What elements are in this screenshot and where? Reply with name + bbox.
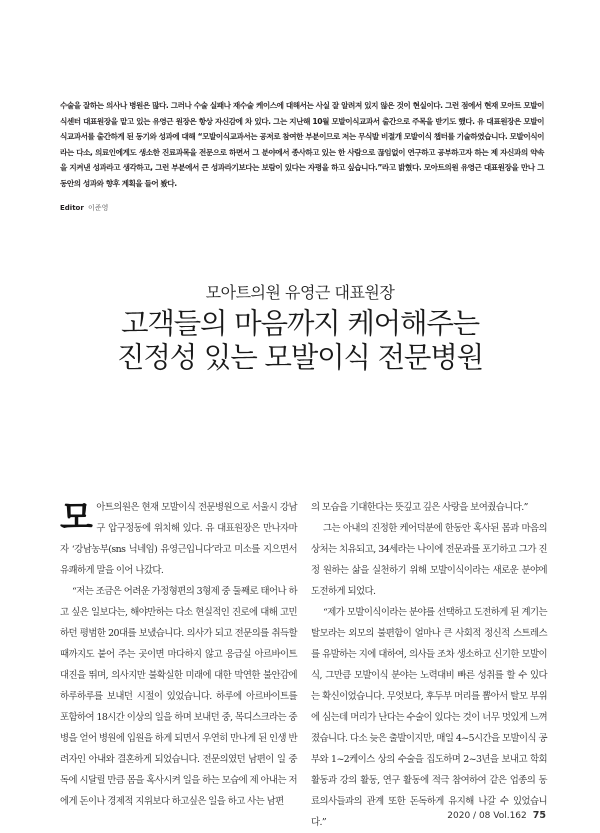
body-paragraph-text: 아트의원은 현재 모발이식 전문병원으로 서울시 강남구 압구정동에 위치해 있다. 유 대표원장은 만나자마자 ‘강남농부(sns 닉네임) 유영근입니다’라고 미소를 지으면서 유쾌하게 말을 이어 나갔다. <box>60 502 297 576</box>
body-paragraph: 의 모습을 기대한다는 뜻깊고 깊은 사랑을 보여줬습니다.” <box>311 502 528 513</box>
editor-name: 이준영 <box>88 204 109 212</box>
article-intro <box>60 98 544 192</box>
drop-cap: 모 <box>60 498 93 538</box>
article-subtitle: 모아트의원 유영근 대표원장 <box>205 283 395 302</box>
body-paragraph: “제가 모발이식이라는 분야를 선택하고 도전하게 된 계기는 탈모라는 외모의 불편함이 얼마나 큰 사회적 정신적 스트레스를 유발하는 지에 대하여, 의사들 조차 생소하고 신기한 모발이식, 그만큼 모발이식 분야는 노력대비 빠른 성취를 할 수 있다는 확신이었습니다. 무엇보다, 후두부 머리를 뽑아서 탈모 부위에 심는데 머리가 난다는 수술이 있다는 것이 너무 멋있게 느껴졌습니다. 다소 늦은 출발이지만, 매일 4~5시간을 모발이식 공부와 1~2케이스 상의 수술을 집도하며 2~3년을 보내고 학회 활동과 강의 활동, 연구 활동에 적극 참여하여 같은 업종의 동료의사들과의 관계 또한 돈독하게 유지해 나갈 수 있었습니다.” <box>311 607 547 828</box>
title-line-2: 진정성 있는 모발이식 전문병원 <box>117 341 483 374</box>
editor-credit <box>60 203 108 213</box>
title-line-1: 고객들의 마음까지 케어해주는 <box>120 307 480 340</box>
issue-label: 2020 / 08 Vol.162 <box>447 811 527 821</box>
editor-role: Editor <box>60 204 84 212</box>
body-paragraph: “저는 조금은 어려운 가정형편의 3형제 중 둘째로 태어나 하고 싶은 일보다는, 해야만하는 다소 현실적인 진로에 대해 고민하던 평범한 20대를 보냈습니다. 의사가 되고 전문의를 취득할 때까지도 붙어 주는 곳이면 마다하지 않고 응급실 아르바이트 대진을 뛰며, 의사지만 불확실한 미래에 대한 막연한 불안감에 하루하루를 보내던 시절이 있었습니다. 하루에 아르바이트를 포함하여 18시간 이상의 일을 하며 보내던 중, 목디스크라는 중병을 얻어 병원에 입원을 하게 되면서 우연히 만나게 된 인생 반려자인 아내와 결혼하게 되었습니다. 전문의였던 남편이 일 중독에 시달릴 만큼 몸을 혹사시켜 일을 하는 모습에 제 아내는 저에게 돈이나 경제적 지위보다 하고싶은 일을 하고 사는 남편 <box>60 586 297 807</box>
body-paragraph <box>60 497 297 581</box>
body-column-right <box>311 497 547 833</box>
body-column-left <box>60 497 297 812</box>
body-paragraph: 그는 아내의 진정한 케어덕분에 한동안 혹사된 몸과 마음의 상처는 치유되고, 34세라는 나이에 전문과를 포기하고 그가 진정 원하는 삶을 실천하기 위해 모발이식이라는 새로운 분야에 도전하게 되었다. <box>311 523 547 597</box>
article-title <box>0 307 600 375</box>
page-number: 75 <box>532 810 546 821</box>
page-footer <box>447 810 546 821</box>
intro-paragraph: 수술을 잘하는 의사나 병원은 많다. 그러나 수술 실패나 재수술 케이스에 대해서는 사실 잘 알려져 있지 않은 것이 현실이다. 그런 점에서 현재 모아트 모발이식센터 대표원장을 맡고 있는 유영근 원장은 항상 자신감에 차 있다. 그는 지난해 10월 모발이식교과서 출간으로 주목을 받기도 했다. 유 대표원장은 모발이식교과서를 출간하게 된 동기와 성과에 대해 “모발이식교과서는 공저로 참여한 부분이므로 저는 무식발 비절개 모발이식 챕터를 기술하였습니다. 모발이식이라는 다소, 의료인에게도 생소한 진료과목을 전문으로 하면서 그 분야에서 종사하고 있는 한 사람으로 끊임없이 연구하고 공부하고자 하는 제 자신과의 약속을 지켜낸 성과라고 생각하고, 그런 부분에서 큰 성과라기보다는 보람이 있다는 자평을 하고 싶습니다.”라고 밝혔다. 모아트의원 유영근 대표원장을 만나 그동안의 성과와 향후 계획을 들어 봤다. <box>60 101 544 188</box>
